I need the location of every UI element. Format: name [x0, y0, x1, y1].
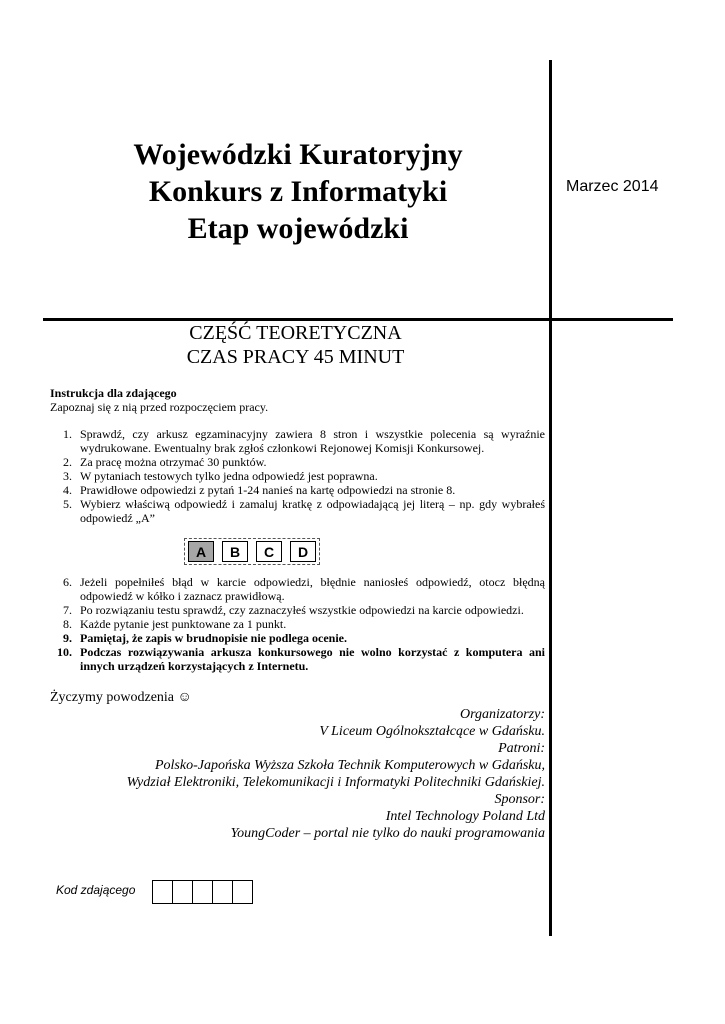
org-line: Intel Technology Poland Ltd: [385, 809, 545, 824]
instruction-number: 10.: [57, 645, 72, 659]
answer-box-c: C: [256, 541, 282, 562]
student-code-boxes[interactable]: [153, 880, 253, 904]
instruction-item: [50, 645, 545, 673]
section-heading: [43, 321, 548, 369]
instruction-item: [50, 455, 545, 469]
org-line: Patroni:: [498, 741, 545, 756]
organizers-block: [100, 706, 545, 842]
instructions-list-part2: [50, 575, 545, 673]
code-box[interactable]: [232, 880, 253, 904]
instruction-number: 2.: [63, 455, 72, 469]
answer-box-d: D: [290, 541, 316, 562]
instruction-item: [50, 469, 545, 483]
instruction-number: 7.: [63, 603, 72, 617]
instruction-text: Jeżeli popełniłeś błąd w karcie odpowiedzi, błędnie naniosłeś odpowiedź, otocz błędną odpowiedź w kółko i zaznacz prawidłową.: [80, 575, 545, 603]
org-line: Sponsor:: [494, 792, 545, 807]
instruction-item: [50, 617, 545, 631]
instruction-item: [50, 483, 545, 497]
section-duration: CZAS PRACY 45 MINUT: [186, 346, 405, 368]
org-line: Wydział Elektroniki, Telekomunikacji i Informatyki Politechniki Gdańskiej.: [126, 775, 545, 790]
code-box[interactable]: [212, 880, 233, 904]
instruction-item: [50, 575, 545, 603]
exam-date: Marzec 2014: [566, 178, 659, 195]
code-box[interactable]: [172, 880, 193, 904]
instructions-subheading: Zapoznaj się z nią przed rozpoczęciem pracy.: [50, 400, 269, 414]
answer-box-b: B: [222, 541, 248, 562]
instruction-number: 6.: [63, 575, 72, 589]
instruction-text: Prawidłowe odpowiedzi z pytań 1-24 nanieś na kartę odpowiedzi na stronie 8.: [80, 483, 456, 497]
instruction-item: [50, 631, 545, 645]
title-line-1: Wojewódzki Kuratoryjny: [133, 138, 463, 171]
instruction-number: 4.: [63, 483, 72, 497]
instruction-text: Każde pytanie jest punktowane za 1 punkt.: [80, 617, 287, 631]
good-luck-message: Życzymy powodzenia ☺: [50, 690, 192, 705]
instruction-number: 9.: [63, 631, 72, 645]
instruction-number: 1.: [63, 427, 72, 441]
title-line-3: Etap wojewódzki: [187, 212, 409, 245]
org-line: V Liceum Ogólnokształcące w Gdańsku.: [319, 724, 545, 739]
title-line-2: Konkurs z Informatyki: [148, 175, 448, 208]
instruction-text: Sprawdź, czy arkusz egzaminacyjny zawiera 8 stron i wszystkie polecenia są wyraźnie wydrukowane. Ewentualny brak zgłoś członkowi Rejonowej Komisji Konkursowej.: [80, 427, 545, 455]
instruction-text: Wybierz właściwą odpowiedź i zamaluj kratkę z odpowiadającą jej literą – np. gdy wybrałeś odpowiedź „A”: [80, 497, 545, 525]
instruction-item: [50, 427, 545, 455]
instruction-text: Za pracę można otrzymać 30 punktów.: [80, 455, 267, 469]
document-title: [40, 136, 556, 247]
instruction-text: Podczas rozwiązywania arkusza konkursowego nie wolno korzystać z komputera ani innych urządzeń korzystających z Internetu.: [80, 645, 545, 673]
org-line: YoungCoder – portal nie tylko do nauki programowania: [230, 826, 545, 841]
code-box[interactable]: [152, 880, 173, 904]
section-title: CZĘŚĆ TEORETYCZNA: [189, 322, 402, 344]
instruction-text: Po rozwiązaniu testu sprawdź, czy zaznaczyłeś wszystkie odpowiedzi na karcie odpowiedzi.: [80, 603, 524, 617]
instruction-item: [50, 497, 545, 525]
instruction-number: 8.: [63, 617, 72, 631]
example-answer-boxes: [184, 538, 320, 565]
instructions-list-part1: [50, 427, 545, 525]
instructions-heading: Instrukcja dla zdającego: [50, 386, 177, 400]
student-code-label: Kod zdającego: [56, 883, 136, 897]
code-box[interactable]: [192, 880, 213, 904]
instruction-number: 5.: [63, 497, 72, 511]
answer-box-a: A: [188, 541, 214, 562]
org-line: Polsko-Japońska Wyższa Szkoła Technik Komputerowych w Gdańsku,: [154, 758, 545, 773]
instruction-text: Pamiętaj, że zapis w brudnopisie nie podlega ocenie.: [80, 631, 347, 645]
instruction-item: [50, 603, 545, 617]
instruction-text: W pytaniach testowych tylko jedna odpowiedź jest poprawna.: [80, 469, 378, 483]
org-line: Organizatorzy:: [459, 707, 545, 722]
instruction-number: 3.: [63, 469, 72, 483]
